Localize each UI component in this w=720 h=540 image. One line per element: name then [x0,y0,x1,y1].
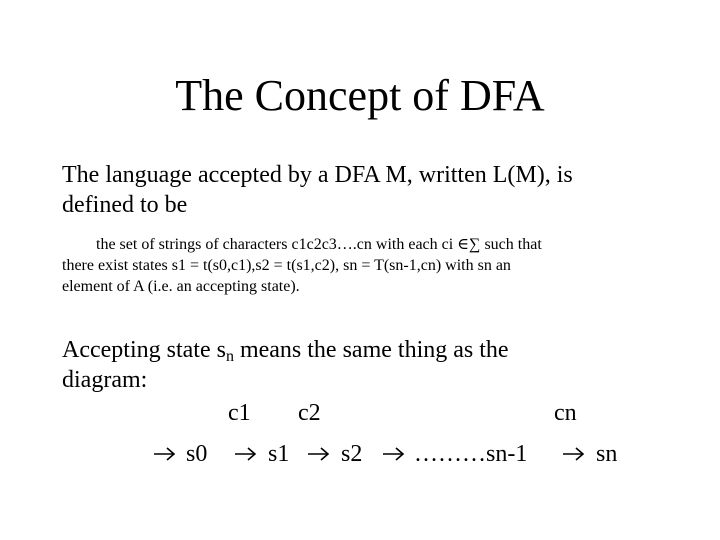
arrow-right-icon [306,444,332,464]
definition-detail-line-1: the set of strings of characters c1c2c3….cn with each ci ∈∑ such that [96,236,542,253]
transition-label-cn: cn [554,400,577,426]
slide-title: The Concept of DFA [175,71,545,120]
state-s2: s2 [341,441,363,467]
definition-intro [62,160,682,220]
state-sn: sn [596,441,618,467]
definition-detail-line-3: element of A (i.e. an accepting state). [62,278,300,295]
definition-detail-line-2: there exist states s1 = t(s0,c1),s2 = t(s1,c2), sn = T(sn-1,cn) with sn an [62,257,511,274]
accepting-state-paragraph [62,335,682,395]
state-sn-minus-1: ………sn-1 [414,441,528,467]
accepting-state-subscript: n [225,348,234,365]
state-s0: s0 [186,441,208,467]
transition-label-c1: c1 [228,400,251,426]
arrow-right-icon [152,444,178,464]
transition-label-c2: c2 [298,400,321,426]
arrow-right-icon [561,444,587,464]
accepting-state-text-before: Accepting state s [62,337,226,363]
accepting-state-text-after: means the same thing as the [233,337,509,363]
accepting-state-line-2: diagram: [62,367,148,393]
definition-intro-line-2: defined to be [62,192,188,218]
definition-detail [62,234,682,297]
arrow-right-icon [381,444,407,464]
definition-intro-line-1: The language accepted by a DFA M, written L(M), is [62,162,573,188]
accepting-state-line-1 [62,335,682,365]
state-s1: s1 [268,441,290,467]
arrow-right-icon [233,444,259,464]
